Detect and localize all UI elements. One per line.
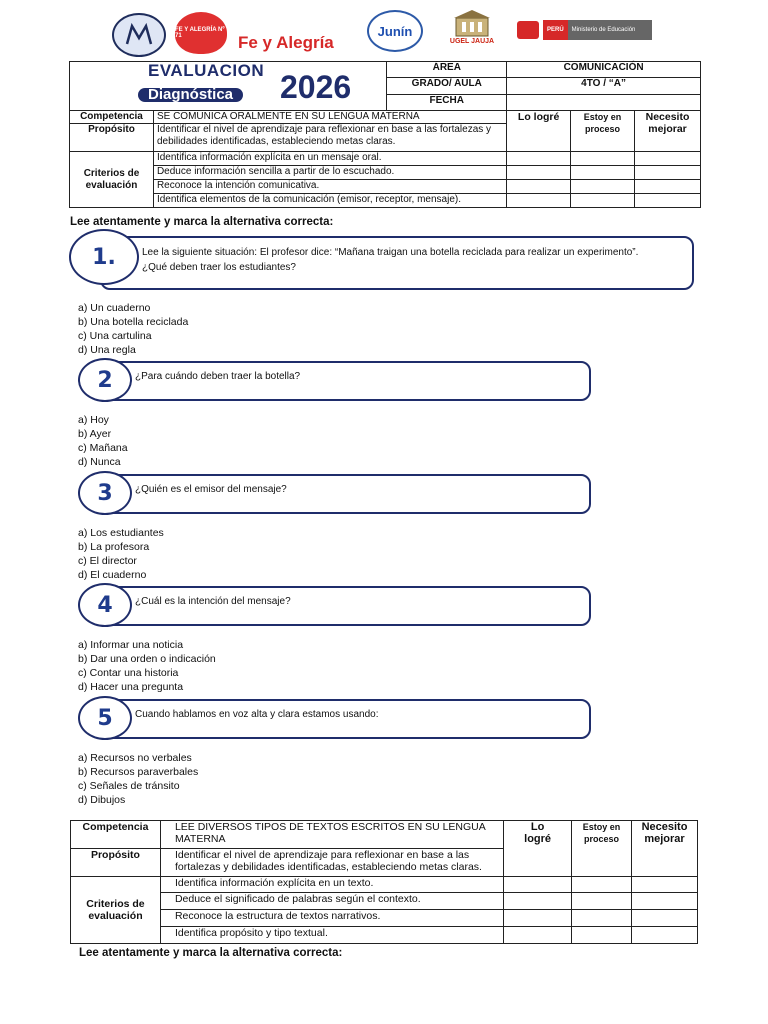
t2-criterio: Identifica información explícita en un texto. (160, 877, 503, 893)
option[interactable]: d) Hacer una pregunta (78, 681, 184, 693)
t2-check-logre[interactable] (504, 927, 572, 944)
t1-criterio: Deduce información sencilla a partir de lo escuchado. (153, 166, 506, 180)
t1-criterios-label: Criterios de evaluación (70, 152, 154, 208)
option[interactable]: b) La profesora (78, 541, 150, 553)
t1-check-mejorar[interactable] (635, 194, 701, 208)
t2-proposito-label: Propósito (71, 849, 161, 877)
question-5-options (78, 751, 198, 807)
question-3-box (100, 474, 591, 514)
option[interactable]: a) Un cuaderno (78, 302, 151, 314)
t2-check-mejorar[interactable] (632, 910, 698, 927)
info-table (69, 61, 701, 208)
t1-col-mejorar: Necesito mejorar (635, 111, 701, 152)
question-5-box (100, 699, 591, 739)
instruction-2: Lee atentamente y marca la alternativa correcta: (79, 947, 343, 959)
t1-criterio: Identifica información explícita en un mensaje oral. (153, 152, 506, 166)
school-seal-logo (112, 13, 166, 57)
option[interactable]: a) Informar una noticia (78, 639, 184, 651)
minedu-label: Ministerio de Educación (568, 20, 652, 40)
fya-name: Fe y Alegría (238, 33, 334, 52)
t2-competencia-label: Competencia (71, 821, 161, 849)
question-5-number: 5 (78, 696, 132, 740)
option[interactable]: d) Una regla (78, 344, 136, 356)
t1-criterio: Reconoce la intención comunicativa. (153, 180, 506, 194)
instruction-1: Lee atentamente y marca la alternativa correcta: (70, 216, 334, 228)
peru-shield-icon (517, 21, 539, 39)
question-1-text-2: ¿Qué deben traer los estudiantes? (142, 262, 296, 273)
t2-check-mejorar[interactable] (632, 927, 698, 944)
option[interactable]: b) Ayer (78, 428, 112, 440)
eval-title: EVALUACION (148, 61, 265, 80)
option[interactable]: b) Dar una orden o indicación (78, 653, 216, 665)
t1-proposito-value: Identificar el nivel de aprendizaje para reflexionar en base a las fortalezas y debilidades identificadas, estableciendo metas claras. (153, 124, 506, 152)
t1-col-logre: Lo logré (507, 111, 571, 152)
t2-check-logre[interactable] (504, 910, 572, 927)
t1-check-mejorar[interactable] (635, 166, 701, 180)
minedu-logo (517, 20, 652, 40)
t1-competencia-value: SE COMUNICA ORALMENTE EN SU LENGUA MATERNA (153, 111, 506, 124)
option[interactable]: d) Dibujos (78, 794, 126, 806)
question-4-number: 4 (78, 583, 132, 627)
t2-competencia-value: LEE DIVERSOS TIPOS DE TEXTOS ESCRITOS EN SU LENGUA MATERNA (160, 821, 503, 849)
ugel-building-icon (452, 8, 492, 38)
fya-heart-icon (175, 12, 227, 54)
t2-check-logre[interactable] (504, 877, 572, 893)
t1-check-proceso[interactable] (571, 194, 635, 208)
t1-check-mejorar[interactable] (635, 152, 701, 166)
fecha-label: FECHA (387, 94, 507, 110)
t1-check-logre[interactable] (507, 180, 571, 194)
t2-col-logre: Lo logré (504, 821, 572, 877)
option[interactable]: c) Señales de tránsito (78, 780, 180, 792)
question-2-options (78, 413, 128, 469)
question-3-options (78, 526, 164, 582)
option[interactable]: c) Mañana (78, 442, 128, 454)
junin-logo-text: Junín (377, 23, 413, 39)
option[interactable]: a) Los estudiantes (78, 527, 164, 539)
t2-criterios-label: Criterios de evaluación (71, 877, 161, 944)
question-4-text: ¿Cuál es la intención del mensaje? (135, 596, 291, 607)
question-1-number: 1. (69, 229, 139, 285)
t1-check-logre[interactable] (507, 194, 571, 208)
t2-check-proceso[interactable] (572, 893, 632, 910)
t1-check-proceso[interactable] (571, 180, 635, 194)
t1-criterio: Identifica elementos de la comunicación (emisor, receptor, mensaje). (153, 194, 506, 208)
question-2-box (100, 361, 591, 401)
question-3-text: ¿Quién es el emisor del mensaje? (135, 484, 287, 495)
area-label: ÁREA (387, 62, 507, 78)
junin-logo (367, 10, 423, 52)
question-1-options (78, 301, 188, 357)
t1-check-proceso[interactable] (571, 166, 635, 180)
option[interactable]: a) Recursos no verbales (78, 752, 192, 764)
t1-col-proceso: Estoy en proceso (571, 111, 635, 152)
option[interactable]: c) Contar una historia (78, 667, 179, 679)
t1-proposito-label: Propósito (70, 124, 154, 152)
question-3-number: 3 (78, 471, 132, 515)
ugel-text: UGEL JAUJA (449, 38, 495, 45)
eval-year: 2026 (280, 69, 352, 105)
t2-check-proceso[interactable] (572, 877, 632, 893)
t1-check-logre[interactable] (507, 166, 571, 180)
eval-banner (70, 62, 387, 111)
t2-check-proceso[interactable] (572, 927, 632, 944)
grado-value: 4TO / “A” (507, 78, 701, 94)
option[interactable]: b) Recursos paraverbales (78, 766, 199, 778)
option[interactable]: c) Una cartulina (78, 330, 152, 342)
fya-logo (175, 12, 227, 54)
t2-check-proceso[interactable] (572, 910, 632, 927)
grado-label: GRADO/ AULA (387, 78, 507, 94)
question-4-box (100, 586, 591, 626)
t1-competencia-label: Competencia (70, 111, 154, 124)
option[interactable]: d) El cuaderno (78, 569, 147, 581)
question-2-number: 2 (78, 358, 132, 402)
question-1-box (100, 236, 694, 290)
t2-proposito-value: Identificar el nivel de aprendizaje para reflexionar en base a las fortalezas y debilidades identificadas, estableciendo metas claras. (160, 849, 503, 877)
t2-criterio: Identifica propósito y tipo textual. (160, 927, 503, 944)
t2-col-proceso: Estoy en proceso (572, 821, 632, 877)
t2-check-mejorar[interactable] (632, 877, 698, 893)
option[interactable]: c) El director (78, 555, 137, 567)
t2-check-mejorar[interactable] (632, 893, 698, 910)
t1-check-proceso[interactable] (571, 152, 635, 166)
peru-label: PERÚ (543, 20, 568, 40)
question-4-options (78, 638, 216, 694)
option[interactable]: d) Nunca (78, 456, 121, 468)
option[interactable]: b) Una botella reciclada (78, 316, 189, 328)
t2-criterio: Deduce el significado de palabras según el contexto. (160, 893, 503, 910)
t2-col-mejorar: Necesito mejorar (632, 821, 698, 877)
eval-sub: Diagnóstica (138, 88, 243, 102)
question-5-text: Cuando hablamos en voz alta y clara estamos usando: (135, 709, 379, 720)
question-2-text: ¿Para cuándo deben traer la botella? (135, 371, 301, 382)
t2-criterio: Reconoce la estructura de textos narrativos. (160, 910, 503, 927)
t1-check-mejorar[interactable] (635, 180, 701, 194)
t1-check-logre[interactable] (507, 152, 571, 166)
fya-logo-text: FE Y ALEGRÍA Nº 71 (175, 27, 225, 39)
area-value: COMUNICACIÓN (507, 62, 701, 78)
ugel-logo (448, 8, 496, 45)
table-2 (70, 820, 698, 944)
t2-check-logre[interactable] (504, 893, 572, 910)
question-1-text: Lee la siguiente situación: El profesor dice: “Mañana traigan una botella reciclada para realizar un experimento”. (142, 247, 639, 258)
option[interactable]: a) Hoy (78, 414, 109, 426)
fecha-value[interactable] (507, 94, 701, 110)
